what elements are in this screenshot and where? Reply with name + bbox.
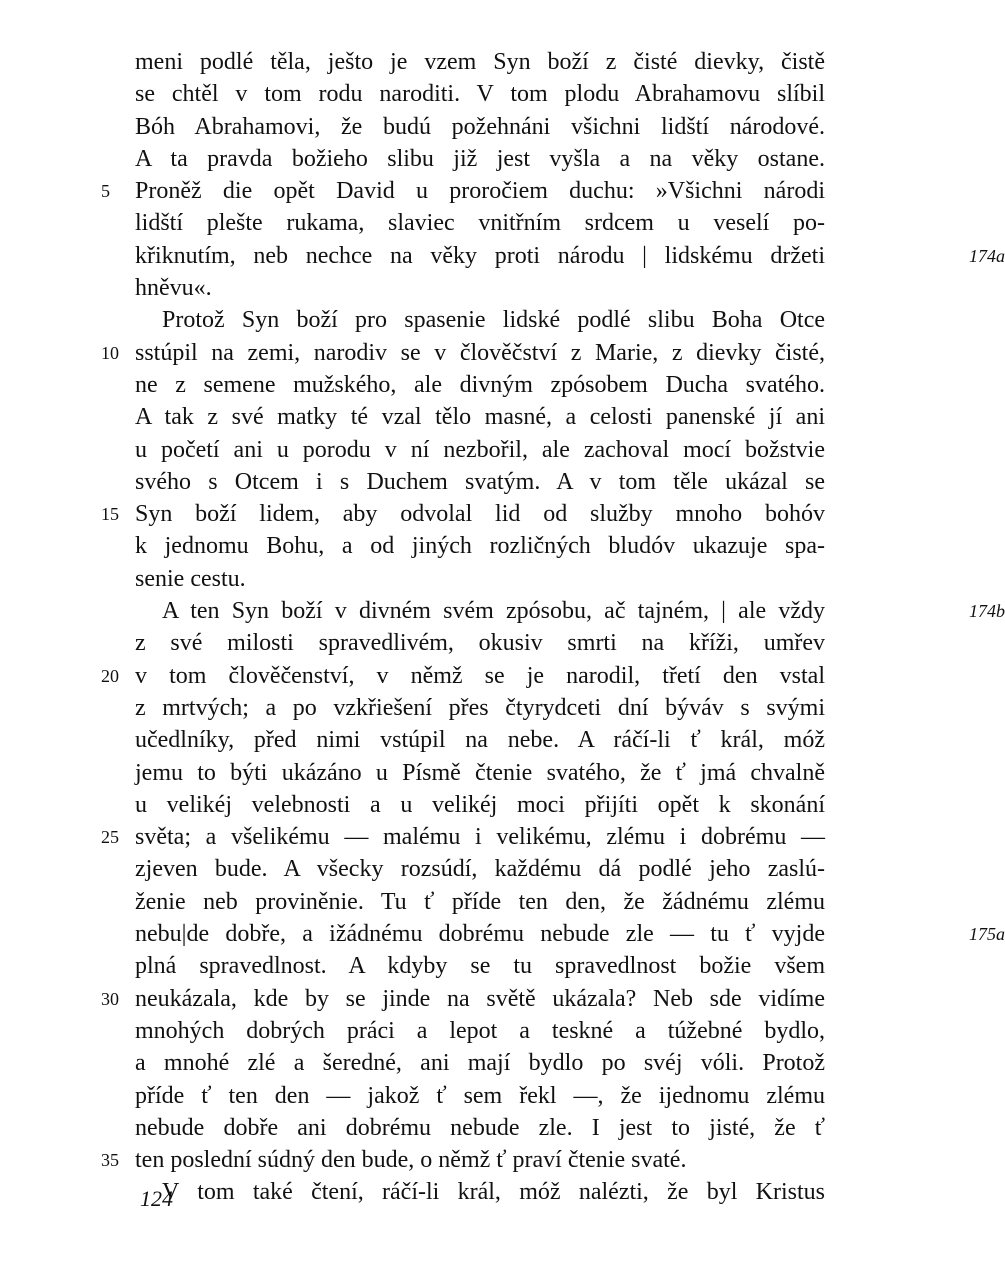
text-line bbox=[135, 950, 825, 982]
line-text: meni podlé těla, ješto je vzem Syn boží z čisté dievky, čistě bbox=[135, 49, 825, 75]
page-number: 124 bbox=[140, 1186, 173, 1211]
text-line bbox=[135, 918, 1005, 950]
text-line bbox=[135, 627, 825, 659]
line-text: V tom také čtení, ráčí-li král, móž nalézti, že byl Kristus bbox=[162, 1179, 825, 1206]
text-line bbox=[101, 821, 825, 853]
line-text: nebu|de dobře, a ižádnému dobrému nebude zle — tu ť vyjde bbox=[135, 921, 825, 948]
line-text: jemu to býti ukázáno u Písmě čtenie svatého, že ť jmá chvalně bbox=[135, 759, 825, 786]
text-line bbox=[135, 595, 1005, 627]
text-line bbox=[135, 1176, 825, 1208]
text-line bbox=[135, 46, 825, 78]
line-text: A ta pravda božieho slibu již jest vyšla a na věky ostane. bbox=[135, 145, 825, 172]
line-text: senie cestu. bbox=[135, 565, 246, 592]
text-line bbox=[135, 207, 825, 239]
line-text: nebude dobře ani dobrému nebude zle. I jest to jisté, že ť bbox=[135, 1114, 825, 1141]
text-line bbox=[135, 272, 825, 304]
text-line bbox=[135, 78, 825, 110]
text-line bbox=[135, 401, 825, 433]
text-line bbox=[135, 1015, 825, 1047]
text-line bbox=[135, 1080, 825, 1112]
line-text: z mrtvých; a po vzkřiešení přes čtyrydceti dní býváv s svými bbox=[135, 694, 825, 721]
text-line bbox=[135, 240, 1005, 272]
text-line bbox=[135, 369, 825, 401]
text-line bbox=[101, 1144, 825, 1176]
line-text: Bóh Abrahamovi, že budú požehnáni všichni lidští národové. bbox=[135, 113, 825, 140]
line-text: Protož Syn boží pro spasenie lidské podlé slibu Boha Otce bbox=[162, 307, 825, 334]
line-text: se chtěl v tom rodu naroditi. V tom plodu Abrahamovu slíbil bbox=[135, 81, 825, 108]
line-number: 10 bbox=[101, 342, 119, 363]
line-text: zjeven bude. A všecky rozsúdí, každému dá podlé jeho zaslú- bbox=[135, 856, 825, 883]
text-line bbox=[101, 983, 825, 1015]
text-line bbox=[135, 111, 825, 143]
text-line bbox=[135, 757, 825, 789]
line-text: svého s Otcem i s Duchem svatým. A v tom těle ukázal se bbox=[135, 468, 825, 495]
text-line bbox=[135, 304, 825, 336]
text-line bbox=[135, 563, 825, 595]
line-text: k jednomu Bohu, a od jiných rozličných bludóv ukazuje spa- bbox=[135, 533, 825, 560]
folio-marker: 175a bbox=[969, 924, 1005, 945]
line-number: 15 bbox=[101, 504, 119, 525]
folio-marker: 174b bbox=[969, 601, 1005, 622]
text-line bbox=[135, 143, 825, 175]
text-line bbox=[101, 660, 825, 692]
line-text: ne z semene mužského, ale divným zpósobem Ducha svatého. bbox=[135, 371, 825, 398]
text-line bbox=[135, 789, 825, 821]
line-text: Syn boží lidem, aby odvolal lid od služby mnoho bohóv bbox=[135, 501, 825, 528]
text-line bbox=[135, 530, 825, 562]
line-number: 30 bbox=[101, 988, 119, 1009]
line-text: a mnohé zlé a šeredné, ani mají bydlo po svéj vóli. Protož bbox=[135, 1050, 825, 1077]
folio-marker: 174a bbox=[969, 245, 1005, 266]
line-text: u početí ani u porodu v ní nezbořil, ale zachoval mocí božstvie bbox=[135, 436, 825, 463]
line-text: hněvu«. bbox=[135, 275, 212, 302]
line-text: příde ť ten den — jakož ť sem řekl —, že ijednomu zlému bbox=[135, 1082, 825, 1109]
line-text: učedlníky, před nimi vstúpil na nebe. A ráčí-li ť král, móž bbox=[135, 727, 825, 754]
line-text: ten poslední súdný den bude, o němž ť praví čtenie svaté. bbox=[135, 1147, 687, 1174]
text-line bbox=[135, 886, 825, 918]
line-text: A tak z své matky té vzal tělo masné, a celosti panenské jí ani bbox=[135, 404, 825, 431]
line-number: 25 bbox=[101, 827, 119, 848]
line-text: ženie neb proviněnie. Tu ť příde ten den, že žádnému zlému bbox=[135, 888, 825, 915]
line-text: v tom člověčenství, v němž se je narodil, třetí den vstal bbox=[135, 662, 825, 689]
line-text: mnohých dobrých práci a lepot a teskné a túžebné bydlo, bbox=[135, 1017, 825, 1044]
text-line bbox=[135, 724, 825, 756]
text-line bbox=[135, 434, 825, 466]
text-line bbox=[101, 498, 825, 530]
text-line bbox=[101, 337, 825, 369]
line-text: křiknutím, neb nechce na věky proti národu | lidskému držeti bbox=[135, 242, 825, 269]
line-number: 20 bbox=[101, 665, 119, 686]
text-line bbox=[135, 466, 825, 498]
line-number: 5 bbox=[101, 181, 110, 202]
text-line bbox=[101, 175, 825, 207]
text-line bbox=[135, 1047, 825, 1079]
line-text: lidští plešte rukama, slaviec vnitřním srdcem u veselí po- bbox=[135, 210, 825, 237]
line-text: neukázala, kde by se jinde na světě ukázala? Neb sde vidíme bbox=[135, 985, 825, 1012]
line-text: plná spravedlnost. A kdyby se tu spravedlnost božie všem bbox=[135, 953, 825, 980]
line-text: sstúpil na zemi, narodiv se v člověčství z Marie, z dievky čisté, bbox=[135, 339, 825, 366]
text-line bbox=[135, 853, 825, 885]
text-line bbox=[135, 692, 825, 724]
line-number: 35 bbox=[101, 1150, 119, 1171]
line-text: u velikéj velebnosti a u velikéj moci přijíti opět k skonání bbox=[135, 791, 825, 818]
line-text: A ten Syn boží v divném svém zpósobu, ač tajném, | ale vždy bbox=[162, 598, 825, 625]
text-line bbox=[135, 1112, 825, 1144]
line-text: světa; a všelikému — malému i velikému, zlému i dobrému — bbox=[135, 824, 825, 851]
line-text: z své milosti spravedlivém, okusiv smrti na kříži, umřev bbox=[135, 630, 825, 657]
line-text: Proněž die opět David u proročiem duchu: »Všichni národi bbox=[135, 178, 825, 205]
body-text bbox=[101, 46, 1005, 1209]
